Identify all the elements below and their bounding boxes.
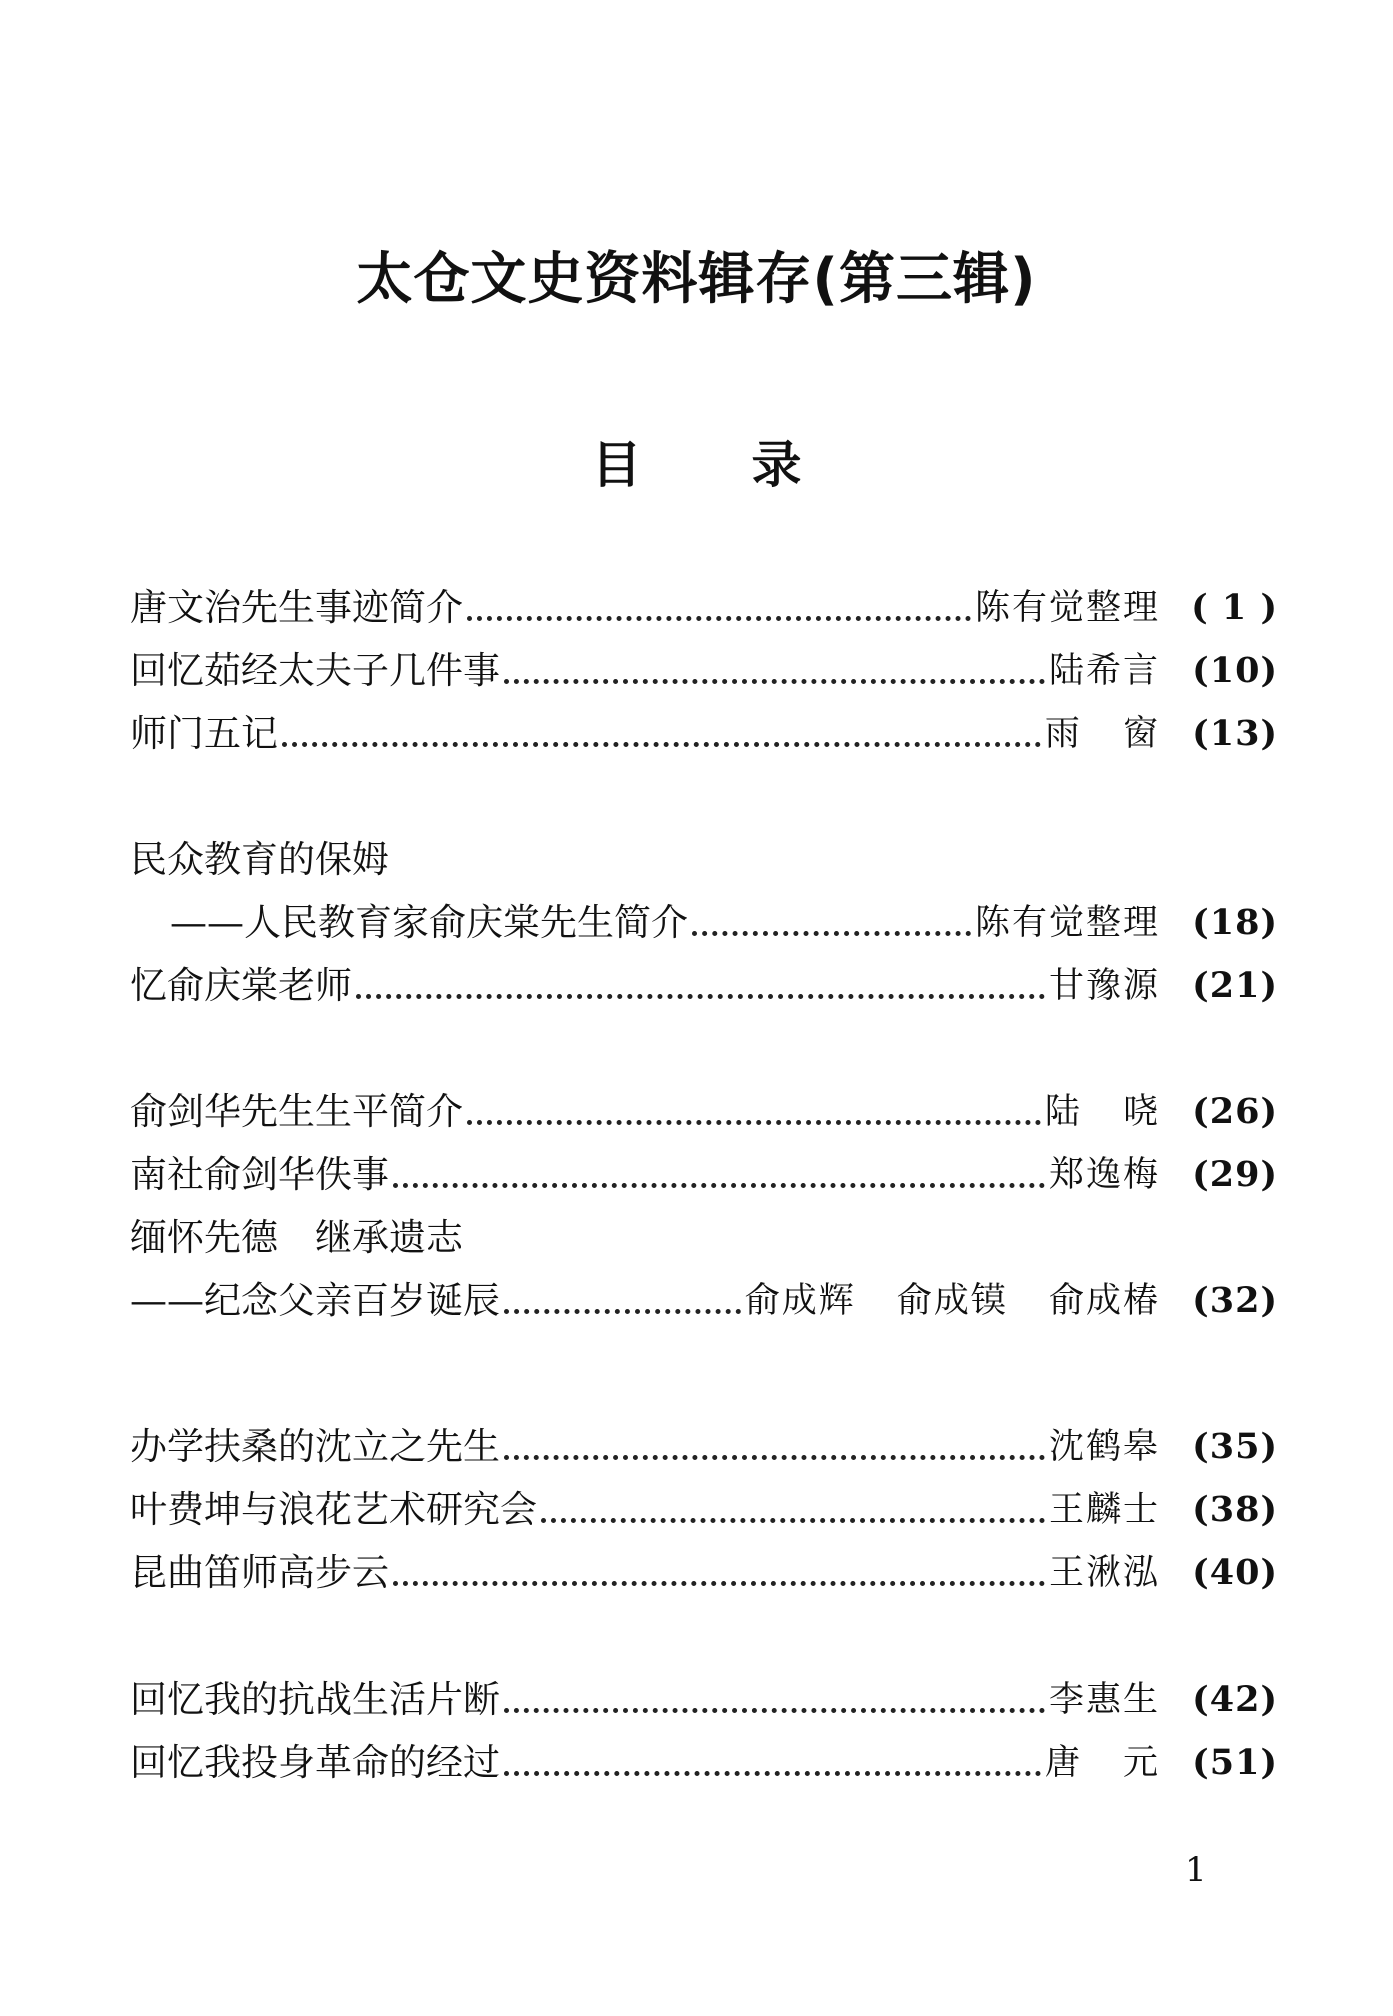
entry-author: 李惠生 <box>1048 1680 1160 1720</box>
entry-page: (29) <box>1192 1154 1278 1195</box>
entry-title: 回忆我投身革命的经过 <box>130 1741 500 1784</box>
entry-title: 回忆茹经太夫子几件事 <box>130 649 500 692</box>
entry-heading: 缅怀先德 继承遗志 <box>130 1216 463 1259</box>
toc-entry <box>130 583 1278 633</box>
entry-page: (10) <box>1192 650 1278 691</box>
toc-heading-char-1: 目 <box>591 436 642 494</box>
leader-dots <box>504 679 1045 684</box>
entry-author: 唐 元 <box>1044 1743 1160 1783</box>
entry-author: 王麟士 <box>1048 1490 1160 1530</box>
entry-page: (42) <box>1192 1679 1278 1720</box>
entry-author: 俞成辉 俞成镆 俞成椿 <box>744 1281 1160 1321</box>
entry-title: 师门五记 <box>130 712 278 755</box>
entry-author: 郑逸梅 <box>1048 1155 1160 1195</box>
toc-heading <box>0 425 1393 497</box>
leader-dots <box>393 1581 1045 1586</box>
entry-author: 王湫泓 <box>1048 1553 1160 1593</box>
entry-author: 沈鹤皋 <box>1048 1427 1160 1467</box>
entry-title: ——人民教育家俞庆棠先生简介 <box>170 901 688 944</box>
entry-title: 南社俞剑华佚事 <box>130 1153 389 1196</box>
toc-entry <box>130 1485 1278 1535</box>
leader-dots <box>504 1708 1045 1713</box>
toc-heading-char-2: 录 <box>751 436 802 494</box>
entry-title: ——纪念父亲百岁诞辰 <box>130 1279 500 1322</box>
leader-dots <box>504 1309 741 1314</box>
toc-entry <box>130 1738 1278 1788</box>
entry-author: 陈有觉整理 <box>974 903 1160 943</box>
entry-page: (18) <box>1192 902 1278 943</box>
book-title: 太仓文史资料辑存(第三辑) <box>356 247 1037 312</box>
entry-page: (38) <box>1192 1489 1278 1530</box>
entry-title: 回忆我的抗战生活片断 <box>130 1678 500 1721</box>
leader-dots <box>356 994 1045 999</box>
toc-entry <box>130 646 1278 696</box>
entry-title: 叶费坤与浪花艺术研究会 <box>130 1488 537 1531</box>
entry-page: (35) <box>1192 1426 1278 1467</box>
entry-title: 唐文治先生事迹简介 <box>130 586 463 629</box>
entry-page: (26) <box>1192 1091 1278 1132</box>
leader-dots <box>467 616 971 621</box>
toc-entry <box>130 1675 1278 1725</box>
entry-author: 雨 窗 <box>1044 714 1160 754</box>
leader-dots <box>393 1183 1045 1188</box>
entry-heading: 民众教育的保姆 <box>130 838 389 881</box>
leader-dots <box>282 742 1041 747</box>
toc-entry <box>130 1422 1278 1472</box>
entry-page: (21) <box>1192 965 1278 1006</box>
entry-page: (51) <box>1192 1742 1278 1783</box>
toc-entry <box>130 1150 1278 1200</box>
leader-dots <box>541 1518 1045 1523</box>
leader-dots <box>504 1771 1041 1776</box>
toc-entry <box>130 709 1278 759</box>
entry-page: ( 1 ) <box>1191 587 1278 628</box>
toc-entry <box>130 1276 1278 1326</box>
entry-author: 陈有觉整理 <box>974 588 1160 628</box>
entry-title: 昆曲笛师高步云 <box>130 1551 389 1594</box>
entry-page: (40) <box>1192 1552 1278 1593</box>
toc-entry <box>130 1548 1278 1598</box>
entry-title: 办学扶桑的沈立之先生 <box>130 1425 500 1468</box>
leader-dots <box>467 1120 1041 1125</box>
page-number: 1 <box>1185 1850 1207 1890</box>
entry-page: (13) <box>1192 713 1278 754</box>
leader-dots <box>504 1455 1045 1460</box>
entry-title: 俞剑华先生生平简介 <box>130 1090 463 1133</box>
entry-title: 忆俞庆棠老师 <box>130 964 352 1007</box>
toc-entry <box>130 1087 1278 1137</box>
entry-author: 陆 哓 <box>1044 1092 1160 1132</box>
entry-page: (32) <box>1192 1280 1278 1321</box>
toc-entry <box>130 898 1278 948</box>
entry-author: 甘豫源 <box>1048 966 1160 1006</box>
entry-author: 陆希言 <box>1048 651 1160 691</box>
toc-entry <box>130 961 1278 1011</box>
leader-dots <box>692 931 971 936</box>
